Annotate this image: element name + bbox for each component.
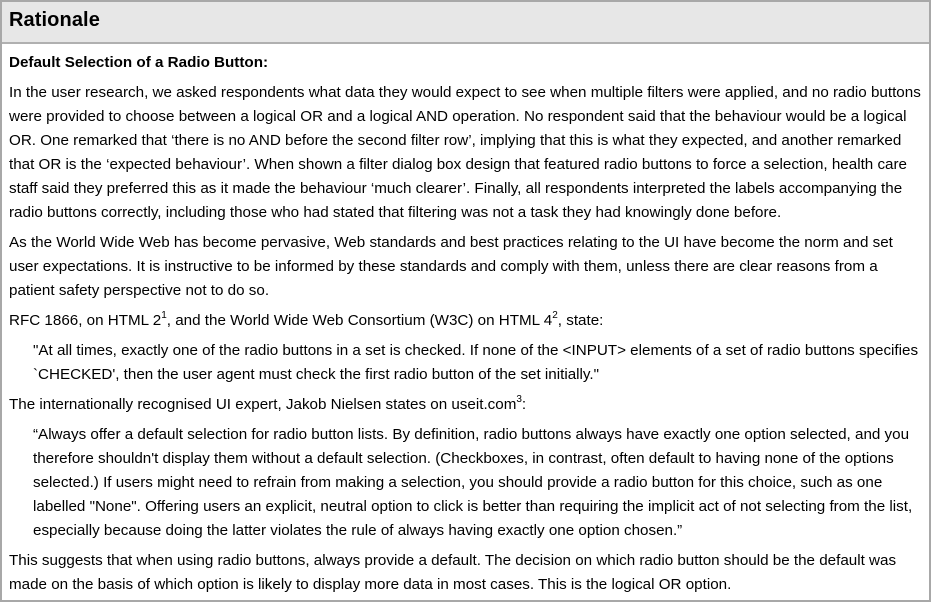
footnote-ref-2: 2: [552, 309, 558, 321]
panel-header: [2, 2, 929, 44]
paragraph-web-standards: As the World Wide Web has become pervasive, Web standards and best practices relating to the UI have become the norm and set user expectations. It is instructive to be informed by these standards and comply with them, unless there are clear reasons from a patient safety perspective not to do so.: [9, 234, 893, 299]
nielsen-intro-text: The internationally recognised UI expert, Jakob Nielsen states on useit.com: [9, 396, 517, 413]
rfc-intro-text-3: , state:: [557, 312, 604, 329]
paragraph-nielsen-intro: [9, 393, 923, 417]
rfc-intro-text-2: , and the World Wide Web Consortium (W3C) on HTML 4: [166, 312, 553, 329]
section-subheading: Default Selection of a Radio Button:: [9, 54, 269, 71]
quote-rfc: "At all times, exactly one of the radio buttons in a set is checked. If none of the <INPUT> elements of a set of radio buttons specifies `CHECKED', then the user agent must check the first radio button of the set initially.": [33, 342, 919, 383]
footnote-ref-3: 3: [516, 393, 522, 405]
panel-body: [2, 44, 929, 597]
quote-nielsen: “Always offer a default selection for radio button lists. By definition, radio buttons always have exactly one option selected, and you therefore shouldn't display them without a default selection. (Checkboxes, in contrast, often default to having none of the options selected.) If users might need to refrain from making a selection, you should provide a radio button for this choice, such as one labelled "None". Offering users an explicit, neutral option to click is better than requiring the implicit act of not selecting from the list, especially because doing the latter violates the rule of always having exactly one option chosen.”: [33, 426, 913, 539]
rfc-intro-text: RFC 1866, on HTML 2: [9, 312, 162, 329]
nielsen-intro-text-2: :: [521, 396, 527, 413]
paragraph-conclusion: This suggests that when using radio buttons, always provide a default. The decision on which radio button should be the default was made on the basis of which option is likely to display more data in most cases. This is the logical OR option.: [9, 552, 897, 593]
paragraph-user-research: In the user research, we asked respondents what data they would expect to see when multiple filters were applied, and no radio buttons were provided to choose between a logical OR and a logical AND operation. No respondent said that the behaviour would be a logical OR. One remarked that ‘there is no AND before the second filter row’, implying that this is what they expected, and another remarked that OR is the ‘expected behaviour’. When shown a filter dialog box design that featured radio buttons to force a selection, health care staff said they preferred this as it made the behaviour ‘much clearer’. Finally, all respondents interpreted the labels accompanying the radio buttons correctly, including those who had stated that filtering was not a task they had knowingly done before.: [9, 84, 921, 221]
panel-title: Rationale: [9, 8, 100, 31]
footnote-ref-1: 1: [161, 309, 167, 321]
paragraph-rfc-intro: [9, 309, 923, 333]
